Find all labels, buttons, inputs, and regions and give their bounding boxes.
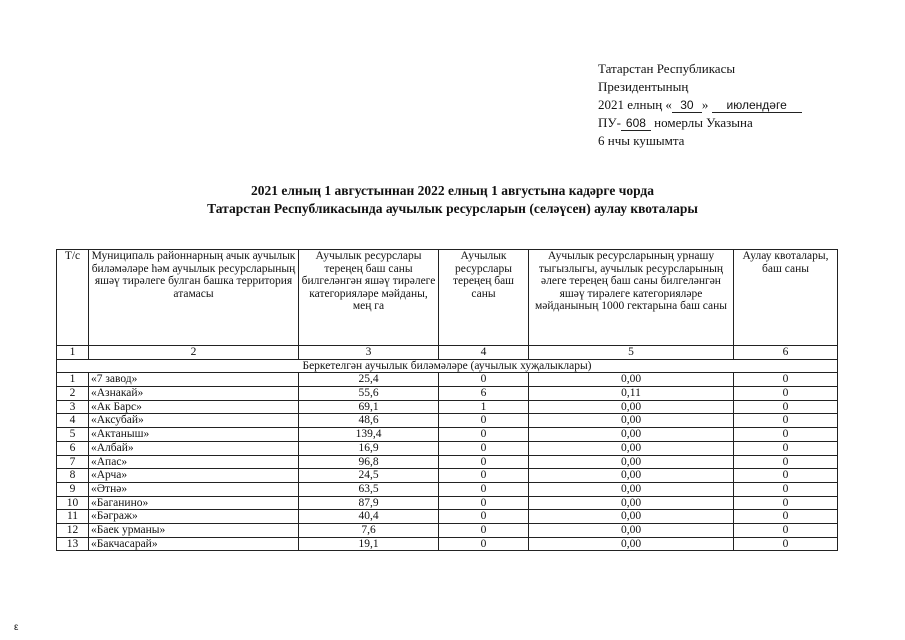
quota-cell: 0 xyxy=(734,455,838,469)
header-cell-area: Аучылык ресурслары тереңең баш саны билгеләнгән яшәү тирәлеге категорияләре мәйданы, мең га xyxy=(299,250,439,346)
table-row xyxy=(57,400,838,414)
row-number-cell: 12 xyxy=(57,523,89,537)
header-cell-number: Т/с xyxy=(57,250,89,346)
table-row xyxy=(57,496,838,510)
hunting-ground-name-cell: «Баек урманы» xyxy=(89,523,299,537)
quota-cell: 0 xyxy=(734,387,838,401)
density-cell: 0,00 xyxy=(529,523,734,537)
header-cell-density: Аучылык ресурсларының урнашу тыгызлыгы, аучылык ресурсларының әлеге тереңең баш саны билгеләнгән яшәү тирәлеге категорияләре мәйданының 1000 гектарына баш саны xyxy=(529,250,734,346)
table-row xyxy=(57,414,838,428)
quota-cell: 0 xyxy=(734,537,838,551)
density-cell: 0,00 xyxy=(529,373,734,387)
row-number-cell: 10 xyxy=(57,496,89,510)
table-row xyxy=(57,523,838,537)
section-row xyxy=(57,359,838,373)
date-prefix: 2021 елның « xyxy=(598,97,672,112)
area-cell: 7,6 xyxy=(299,523,439,537)
table-row xyxy=(57,537,838,551)
quota-cell: 0 xyxy=(734,469,838,483)
hunting-ground-name-cell: «Бәграж» xyxy=(89,510,299,524)
decree-number-field: 608 xyxy=(621,116,651,131)
date-mid: » xyxy=(701,97,709,112)
count-cell: 0 xyxy=(439,496,529,510)
decree-suffix: номерлы Указына xyxy=(654,115,753,130)
quota-table xyxy=(56,249,838,551)
hunting-ground-name-cell: «Арча» xyxy=(89,469,299,483)
row-number-cell: 4 xyxy=(57,414,89,428)
table-row xyxy=(57,387,838,401)
quota-cell: 0 xyxy=(734,441,838,455)
count-cell: 6 xyxy=(439,387,529,401)
row-number-cell: 11 xyxy=(57,510,89,524)
column-number-cell: 6 xyxy=(734,346,838,360)
density-cell: 0,00 xyxy=(529,428,734,442)
density-cell: 0,00 xyxy=(529,441,734,455)
column-number-cell: 5 xyxy=(529,346,734,360)
date-month-field: июлендәге xyxy=(712,98,802,113)
count-cell: 0 xyxy=(439,373,529,387)
count-cell: 1 xyxy=(439,400,529,414)
header-decree-line xyxy=(598,114,858,132)
row-number-cell: 1 xyxy=(57,373,89,387)
table-row xyxy=(57,441,838,455)
header-date-line xyxy=(598,96,858,114)
density-cell: 0,00 xyxy=(529,414,734,428)
count-cell: 0 xyxy=(439,523,529,537)
count-cell: 0 xyxy=(439,455,529,469)
hunting-ground-name-cell: «Аксубай» xyxy=(89,414,299,428)
density-cell: 0,00 xyxy=(529,496,734,510)
count-cell: 0 xyxy=(439,441,529,455)
hunting-ground-name-cell: «Баганино» xyxy=(89,496,299,510)
quota-cell: 0 xyxy=(734,523,838,537)
header-cell-quota: Аулау квоталары, баш саны xyxy=(734,250,838,346)
document-title-line-1: 2021 елның 1 августыннан 2022 елның 1 августына кадәрге чорда xyxy=(250,183,655,198)
count-cell: 0 xyxy=(439,482,529,496)
column-number-row xyxy=(57,346,838,360)
area-cell: 55,6 xyxy=(299,387,439,401)
hunting-ground-name-cell: «Ак Барс» xyxy=(89,400,299,414)
area-cell: 16,9 xyxy=(299,441,439,455)
area-cell: 96,8 xyxy=(299,455,439,469)
row-number-cell: 2 xyxy=(57,387,89,401)
table-row xyxy=(57,455,838,469)
density-cell: 0,00 xyxy=(529,469,734,483)
row-number-cell: 13 xyxy=(57,537,89,551)
column-number-cell: 4 xyxy=(439,346,529,360)
area-cell: 24,5 xyxy=(299,469,439,483)
quota-cell: 0 xyxy=(734,428,838,442)
row-number-cell: 7 xyxy=(57,455,89,469)
header-cell-name: Муниципаль районнарның ачык аучылык биләмәләре һәм аучылык ресурсларының яшәү тирәлеге булган башка территория атамасы xyxy=(89,250,299,346)
density-cell: 0,00 xyxy=(529,510,734,524)
quota-cell: 0 xyxy=(734,496,838,510)
density-cell: 0,00 xyxy=(529,537,734,551)
area-cell: 63,5 xyxy=(299,482,439,496)
hunting-ground-name-cell: «Азнакай» xyxy=(89,387,299,401)
header-line-5: 6 нчы кушымта xyxy=(598,133,685,148)
row-number-cell: 8 xyxy=(57,469,89,483)
table-row xyxy=(57,469,838,483)
density-cell: 0,00 xyxy=(529,455,734,469)
table-row xyxy=(57,510,838,524)
density-cell: 0,11 xyxy=(529,387,734,401)
document-header xyxy=(598,60,858,150)
count-cell: 0 xyxy=(439,469,529,483)
column-number-cell: 2 xyxy=(89,346,299,360)
density-cell: 0,00 xyxy=(529,482,734,496)
quota-cell: 0 xyxy=(734,373,838,387)
hunting-ground-name-cell: «7 завод» xyxy=(89,373,299,387)
quota-cell: 0 xyxy=(734,482,838,496)
area-cell: 48,6 xyxy=(299,414,439,428)
hunting-ground-name-cell: «Актаныш» xyxy=(89,428,299,442)
area-cell: 139,4 xyxy=(299,428,439,442)
area-cell: 19,1 xyxy=(299,537,439,551)
area-cell: 87,9 xyxy=(299,496,439,510)
row-number-cell: 5 xyxy=(57,428,89,442)
decree-prefix: ПУ- xyxy=(598,115,621,130)
column-number-cell: 3 xyxy=(299,346,439,360)
table-row xyxy=(57,373,838,387)
count-cell: 0 xyxy=(439,414,529,428)
area-cell: 25,4 xyxy=(299,373,439,387)
row-number-cell: 6 xyxy=(57,441,89,455)
header-cell-count: Аучылык ресурслары тереңең баш саны xyxy=(439,250,529,346)
count-cell: 0 xyxy=(439,510,529,524)
row-number-cell: 3 xyxy=(57,400,89,414)
quota-cell: 0 xyxy=(734,510,838,524)
document-title-line-2: Татарстан Республикасында аучылык ресурсларын (селәүсен) аулау квоталары xyxy=(207,201,698,216)
section-title: Беркетелгән аучылык биләмәләре (аучылык хуҗалыклары) xyxy=(57,359,838,373)
corner-mark: ε xyxy=(14,622,19,633)
quota-cell: 0 xyxy=(734,414,838,428)
count-cell: 0 xyxy=(439,537,529,551)
hunting-ground-name-cell: «Әтнә» xyxy=(89,482,299,496)
density-cell: 0,00 xyxy=(529,400,734,414)
column-number-cell: 1 xyxy=(57,346,89,360)
area-cell: 69,1 xyxy=(299,400,439,414)
date-day-field: 30 xyxy=(672,98,702,113)
table-row xyxy=(57,428,838,442)
hunting-ground-name-cell: «Бакчасарай» xyxy=(89,537,299,551)
count-cell: 0 xyxy=(439,428,529,442)
row-number-cell: 9 xyxy=(57,482,89,496)
area-cell: 40,4 xyxy=(299,510,439,524)
hunting-ground-name-cell: «Албай» xyxy=(89,441,299,455)
header-line-2: Президентының xyxy=(598,79,689,94)
table-header-row xyxy=(57,250,838,346)
hunting-ground-name-cell: «Апас» xyxy=(89,455,299,469)
table-row xyxy=(57,482,838,496)
header-line-1: Татарстан Республикасы xyxy=(598,61,736,76)
quota-cell: 0 xyxy=(734,400,838,414)
